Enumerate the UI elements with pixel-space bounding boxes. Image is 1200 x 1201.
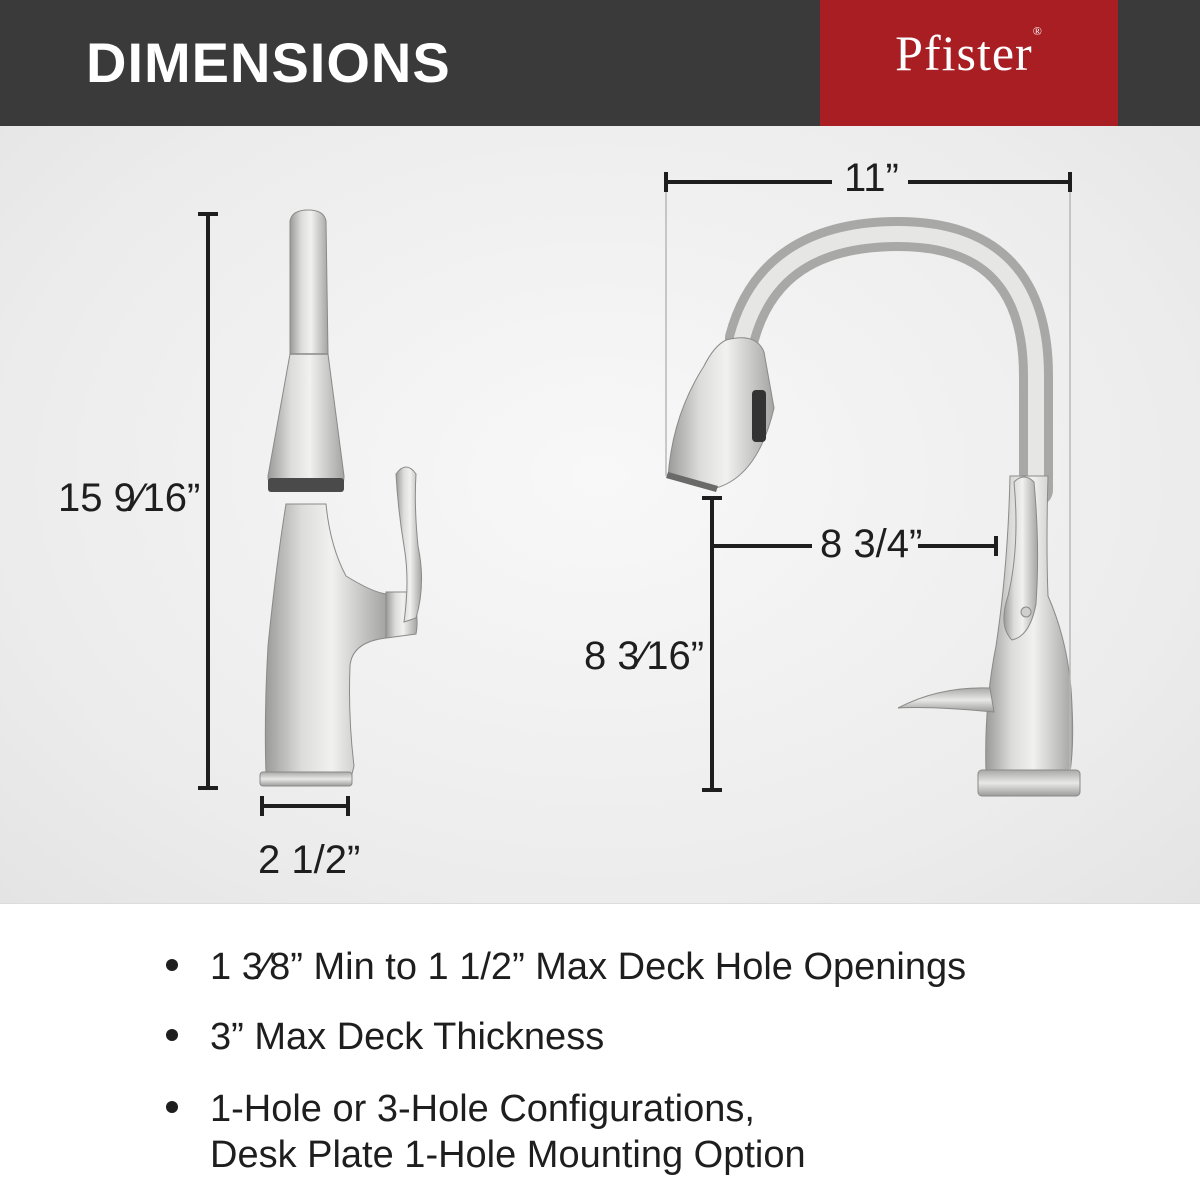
spec-text: 3” Max Deck Thickness — [210, 1016, 605, 1058]
faucet-front-view — [666, 234, 1080, 796]
spec-text-line2: Desk Plate 1-Hole Mounting Option — [210, 1134, 806, 1176]
brand-name: Pfister — [895, 25, 1033, 81]
header-bar — [0, 0, 1200, 126]
list-item — [166, 1086, 806, 1178]
page-title: DIMENSIONS — [86, 31, 451, 94]
specs-list — [0, 903, 1200, 1201]
spout-clearance-label: 8 3⁄16” — [584, 634, 705, 678]
spec-text: 1 3⁄8” Min to 1 1/2” Max Deck Hole Openings — [210, 946, 967, 988]
spout-reach-label: 8 3/4” — [820, 522, 923, 566]
spec-text: 1-Hole or 3-Hole Configurations, — [210, 1088, 755, 1130]
list-item — [166, 944, 966, 990]
brand-logo — [820, 0, 1118, 126]
dimension-diagram — [0, 126, 1200, 903]
base-width-label: 2 1/2” — [258, 838, 361, 882]
overall-length-label: 11” — [844, 156, 899, 200]
bullet-icon — [166, 1029, 178, 1041]
list-item — [166, 1014, 604, 1060]
bullet-icon — [166, 1101, 178, 1113]
brand-registered-mark: ® — [1032, 24, 1043, 38]
total-height-label: 15 9⁄16” — [58, 476, 201, 520]
faucet-side-view — [260, 210, 422, 786]
bullet-icon — [166, 959, 178, 971]
